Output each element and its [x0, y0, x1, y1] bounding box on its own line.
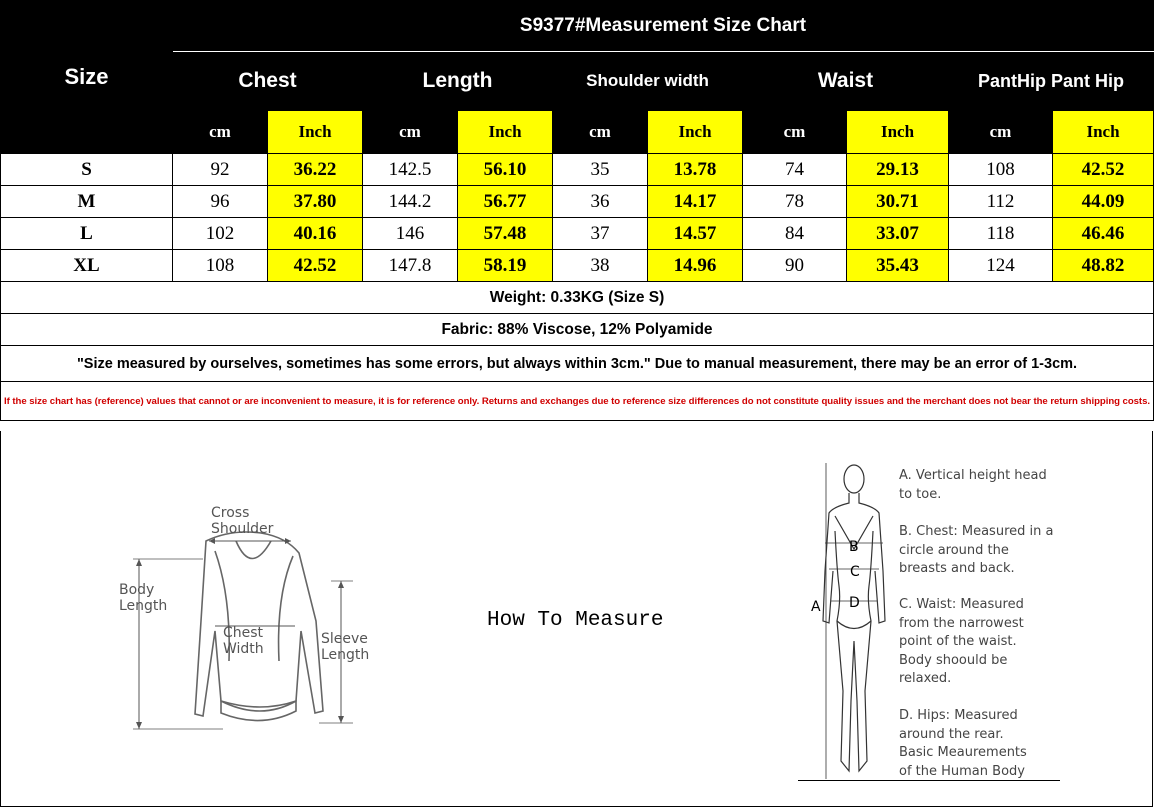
shirt-diagram — [111, 501, 381, 771]
body-length-label-2: Length — [119, 598, 168, 614]
size-column-header: Size — [1, 1, 173, 154]
body-length-label-1: Body — [119, 582, 155, 598]
figure-letter-b: B — [849, 539, 859, 555]
table-row — [1, 154, 1154, 186]
unit-inch-waist: Inch — [847, 111, 949, 154]
length-inch-cell: 57.48 — [458, 218, 553, 250]
measurement-note: "Size measured by ourselves, sometimes has some errors, but always within 3cm." Due to manual measurement, there may be an error of 1-3cm. — [1, 346, 1154, 382]
unit-inch-shoulder: Inch — [648, 111, 743, 154]
shoulder-cm-cell: 37 — [553, 218, 648, 250]
group-header-shoulder-width: Shoulder width — [553, 52, 743, 111]
unit-cm-hip: cm — [949, 111, 1053, 154]
waist-inch-cell: 30.71 — [847, 186, 949, 218]
waist-inch-cell: 35.43 — [847, 250, 949, 282]
hip-inch-cell: 48.82 — [1053, 250, 1154, 282]
waist-inch-cell: 29.13 — [847, 154, 949, 186]
chest-cm-cell: 92 — [173, 154, 268, 186]
unit-inch-hip: Inch — [1053, 111, 1154, 154]
chart-title: S9377#Measurement Size Chart — [173, 1, 1154, 52]
unit-inch-length: Inch — [458, 111, 553, 154]
chest-inch-cell: 42.52 — [268, 250, 363, 282]
chest-cm-cell: 108 — [173, 250, 268, 282]
group-header-hip: PantHip Pant Hip — [949, 52, 1154, 111]
chest-cm-cell: 102 — [173, 218, 268, 250]
chest-width-label-1: Chest — [223, 625, 264, 641]
unit-inch-chest: Inch — [268, 111, 363, 154]
chest-inch-cell: 40.16 — [268, 218, 363, 250]
shoulder-inch-cell: 13.78 — [648, 154, 743, 186]
hip-inch-cell: 44.09 — [1053, 186, 1154, 218]
length-inch-cell: 56.10 — [458, 154, 553, 186]
shoulder-inch-cell: 14.96 — [648, 250, 743, 282]
hip-inch-cell: 46.46 — [1053, 218, 1154, 250]
length-cm-cell: 144.2 — [363, 186, 458, 218]
group-header-length: Length — [363, 52, 553, 111]
hip-inch-cell: 42.52 — [1053, 154, 1154, 186]
table-row — [1, 250, 1154, 282]
shoulder-cm-cell: 35 — [553, 154, 648, 186]
size-label: L — [1, 218, 173, 250]
unit-cm-waist: cm — [743, 111, 847, 154]
unit-cm-length: cm — [363, 111, 458, 154]
waist-cm-cell: 84 — [743, 218, 847, 250]
table-row — [1, 218, 1154, 250]
legend-chest: B. Chest: Measured in a circle around the breasts and back. — [899, 524, 1054, 576]
shoulder-inch-cell: 14.17 — [648, 186, 743, 218]
size-label: S — [1, 154, 173, 186]
length-cm-cell: 142.5 — [363, 154, 458, 186]
reference-warning: If the size chart has (reference) values that cannot or are inconvenient to measure, it is for reference only. Returns and exchanges due to reference size differences do not constitute quality issues and the merchant does not bear the return shipping costs. — [1, 382, 1154, 421]
figure-letter-d: D — [849, 595, 860, 611]
how-to-measure-panel — [0, 431, 1153, 807]
unit-cm-shoulder: cm — [553, 111, 648, 154]
unit-cm-chest: cm — [173, 111, 268, 154]
shoulder-cm-cell: 38 — [553, 250, 648, 282]
chest-inch-cell: 36.22 — [268, 154, 363, 186]
figure-letter-c: C — [850, 564, 860, 580]
size-label: M — [1, 186, 173, 218]
waist-cm-cell: 74 — [743, 154, 847, 186]
how-to-measure-heading: How To Measure — [487, 609, 664, 632]
cross-shoulder-label-1: Cross — [211, 505, 250, 521]
waist-cm-cell: 78 — [743, 186, 847, 218]
length-inch-cell: 58.19 — [458, 250, 553, 282]
hip-cm-cell: 108 — [949, 154, 1053, 186]
cross-shoulder-label-2: Shoulder — [211, 521, 274, 537]
chest-inch-cell: 37.80 — [268, 186, 363, 218]
length-cm-cell: 146 — [363, 218, 458, 250]
size-label: XL — [1, 250, 173, 282]
legend-waist: C. Waist: Measured from the narrowest point of the waist. Body shoould be relaxed. — [899, 597, 1024, 686]
waist-inch-cell: 33.07 — [847, 218, 949, 250]
shoulder-inch-cell: 14.57 — [648, 218, 743, 250]
length-cm-cell: 147.8 — [363, 250, 458, 282]
shoulder-cm-cell: 36 — [553, 186, 648, 218]
weight-info: Weight: 0.33KG (Size S) — [1, 282, 1154, 314]
fabric-info: Fabric: 88% Viscose, 12% Polyamide — [1, 314, 1154, 346]
legend-vertical-height: A. Vertical height head to toe. — [899, 468, 1047, 502]
chest-width-label-2: Width — [223, 641, 264, 657]
hip-cm-cell: 112 — [949, 186, 1053, 218]
legend-hips: D. Hips: Measured around the rear. Basic Meaurements of the Human Body — [899, 708, 1027, 779]
table-row — [1, 186, 1154, 218]
group-header-waist: Waist — [743, 52, 949, 111]
sleeve-length-label-2: Length — [321, 647, 370, 663]
chest-cm-cell: 96 — [173, 186, 268, 218]
hip-cm-cell: 118 — [949, 218, 1053, 250]
waist-cm-cell: 90 — [743, 250, 847, 282]
figure-letter-a: A — [811, 599, 821, 615]
body-measurement-figure — [791, 461, 901, 791]
hip-cm-cell: 124 — [949, 250, 1053, 282]
sleeve-length-label-1: Sleeve — [321, 631, 368, 647]
length-inch-cell: 56.77 — [458, 186, 553, 218]
group-header-chest: Chest — [173, 52, 363, 111]
